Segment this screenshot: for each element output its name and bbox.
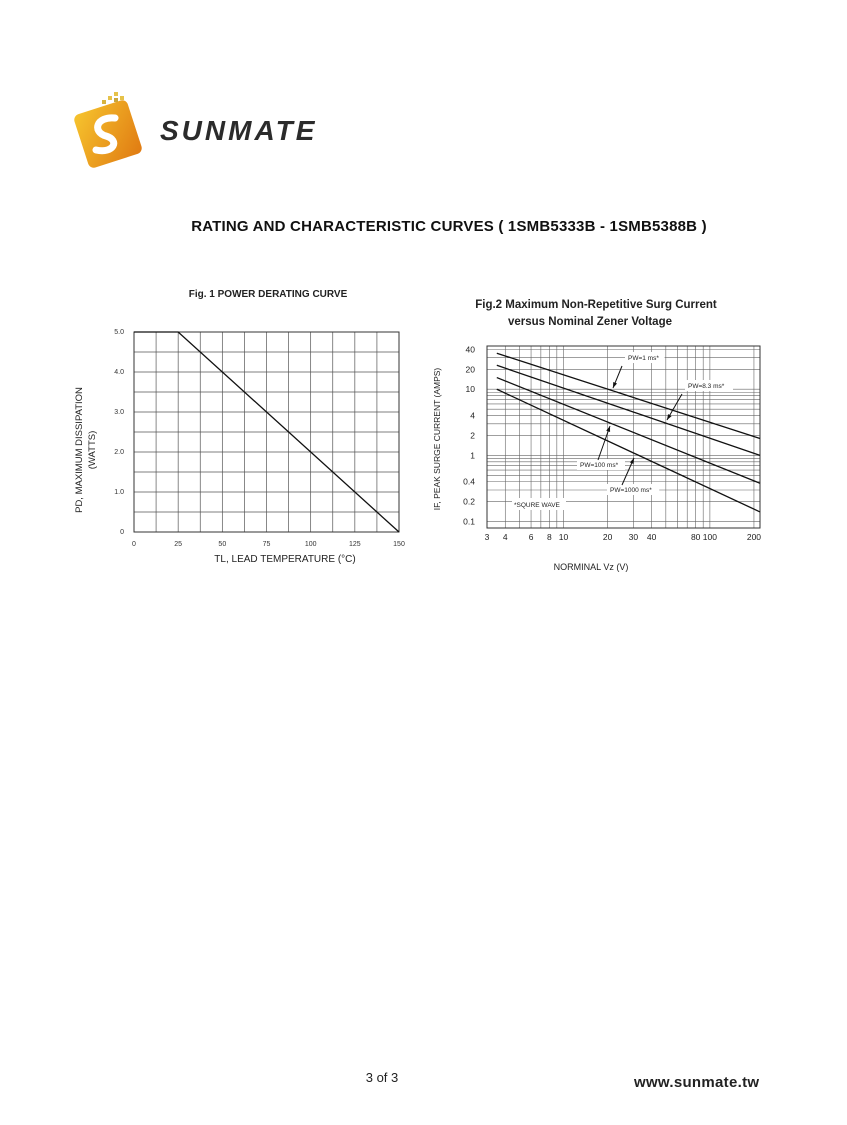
x-tick-label: 30 bbox=[628, 532, 639, 542]
y-tick-label: 1 bbox=[470, 450, 475, 461]
x-tick-label: 25 bbox=[174, 541, 183, 548]
y-tick-label: 1.0 bbox=[114, 489, 124, 496]
y-tick-label: 5.0 bbox=[114, 329, 124, 336]
page-title: RATING AND CHARACTERISTIC CURVES ( 1SMB5333B - 1SMB5388B ) bbox=[191, 218, 707, 235]
y-axis-label-group bbox=[74, 387, 98, 513]
series-line-3 bbox=[497, 378, 760, 484]
series-leader-arrowhead bbox=[613, 382, 617, 388]
y-tick-label: 2.0 bbox=[114, 449, 124, 456]
y-tick-label: 2 bbox=[470, 430, 475, 441]
series-label-2: PW=8.3 ms* bbox=[688, 383, 725, 390]
x-tick-label: 125 bbox=[348, 541, 361, 548]
y-tick-label: 20 bbox=[465, 364, 475, 375]
website-url: www.sunmate.tw bbox=[634, 1074, 760, 1091]
power-derating-chart bbox=[0, 280, 420, 580]
brand-logo bbox=[68, 88, 338, 178]
y-tick-label: 4 bbox=[470, 410, 475, 421]
x-tick-label: 75 bbox=[262, 541, 271, 548]
y-tick-label: 10 bbox=[465, 384, 475, 395]
series-leader-arrowhead bbox=[606, 426, 610, 432]
series-label-3: PW=100 ms* bbox=[580, 462, 619, 469]
brand-name: SUNMATE bbox=[160, 115, 318, 146]
y-tick-label: 0.1 bbox=[463, 516, 475, 527]
note-text: *SQURE WAVE bbox=[514, 502, 560, 509]
x-tick-label: 80 bbox=[690, 532, 701, 542]
chart-title-line1: Fig.2 Maximum Non-Repetitive Surg Current bbox=[475, 299, 717, 311]
chart-title: Fig. 1 POWER DERATING CURVE bbox=[188, 289, 348, 300]
x-tick-label: 100 bbox=[702, 532, 717, 542]
page-number: 3 of 3 bbox=[365, 1070, 399, 1085]
surge-current-chart bbox=[420, 290, 847, 590]
x-tick-label: 10 bbox=[558, 532, 569, 542]
s-logo-icon bbox=[73, 92, 144, 169]
y-tick-label: 3.0 bbox=[114, 409, 124, 416]
series-label-4: PW=1000 ms* bbox=[610, 487, 652, 494]
y-axis-label-line1: PD, MAXIMUM DISSIPATION bbox=[74, 387, 85, 513]
x-axis-label: TL, LEAD TEMPERATURE (°C) bbox=[214, 554, 356, 565]
x-tick-label: 100 bbox=[304, 541, 317, 548]
series-leader-arrowhead bbox=[667, 414, 672, 420]
x-tick-label: 3 bbox=[484, 532, 490, 542]
x-tick-label: 20 bbox=[602, 532, 613, 542]
y-axis-label: IF, PEAK SURGE CURRENT (AMPS) bbox=[432, 367, 442, 511]
x-tick-label: 4 bbox=[502, 532, 508, 542]
chart-title-line2: versus Nominal Zener Voltage bbox=[507, 316, 673, 328]
x-tick-label: 40 bbox=[646, 532, 657, 542]
y-tick-label: 0.2 bbox=[463, 496, 475, 507]
x-axis-label: NORMINAL Vz (V) bbox=[553, 562, 629, 572]
x-tick-label: 200 bbox=[746, 532, 762, 542]
x-tick-label: 6 bbox=[528, 532, 534, 542]
y-tick-label: 4.0 bbox=[114, 369, 124, 376]
y-tick-label: 0.4 bbox=[463, 476, 475, 487]
series-line-2 bbox=[497, 365, 760, 455]
x-tick-label: 150 bbox=[393, 541, 405, 548]
y-tick-label: 40 bbox=[465, 344, 475, 355]
x-tick-label: 8 bbox=[546, 532, 552, 542]
x-tick-label: 50 bbox=[218, 541, 227, 548]
y-tick-label: 0 bbox=[120, 529, 124, 536]
series-leader-arrowhead bbox=[630, 458, 634, 464]
y-axis-label-line2: (WATTS) bbox=[87, 430, 98, 470]
x-tick-label: 0 bbox=[132, 541, 136, 548]
series-label-1: PW=1 ms* bbox=[628, 355, 659, 362]
